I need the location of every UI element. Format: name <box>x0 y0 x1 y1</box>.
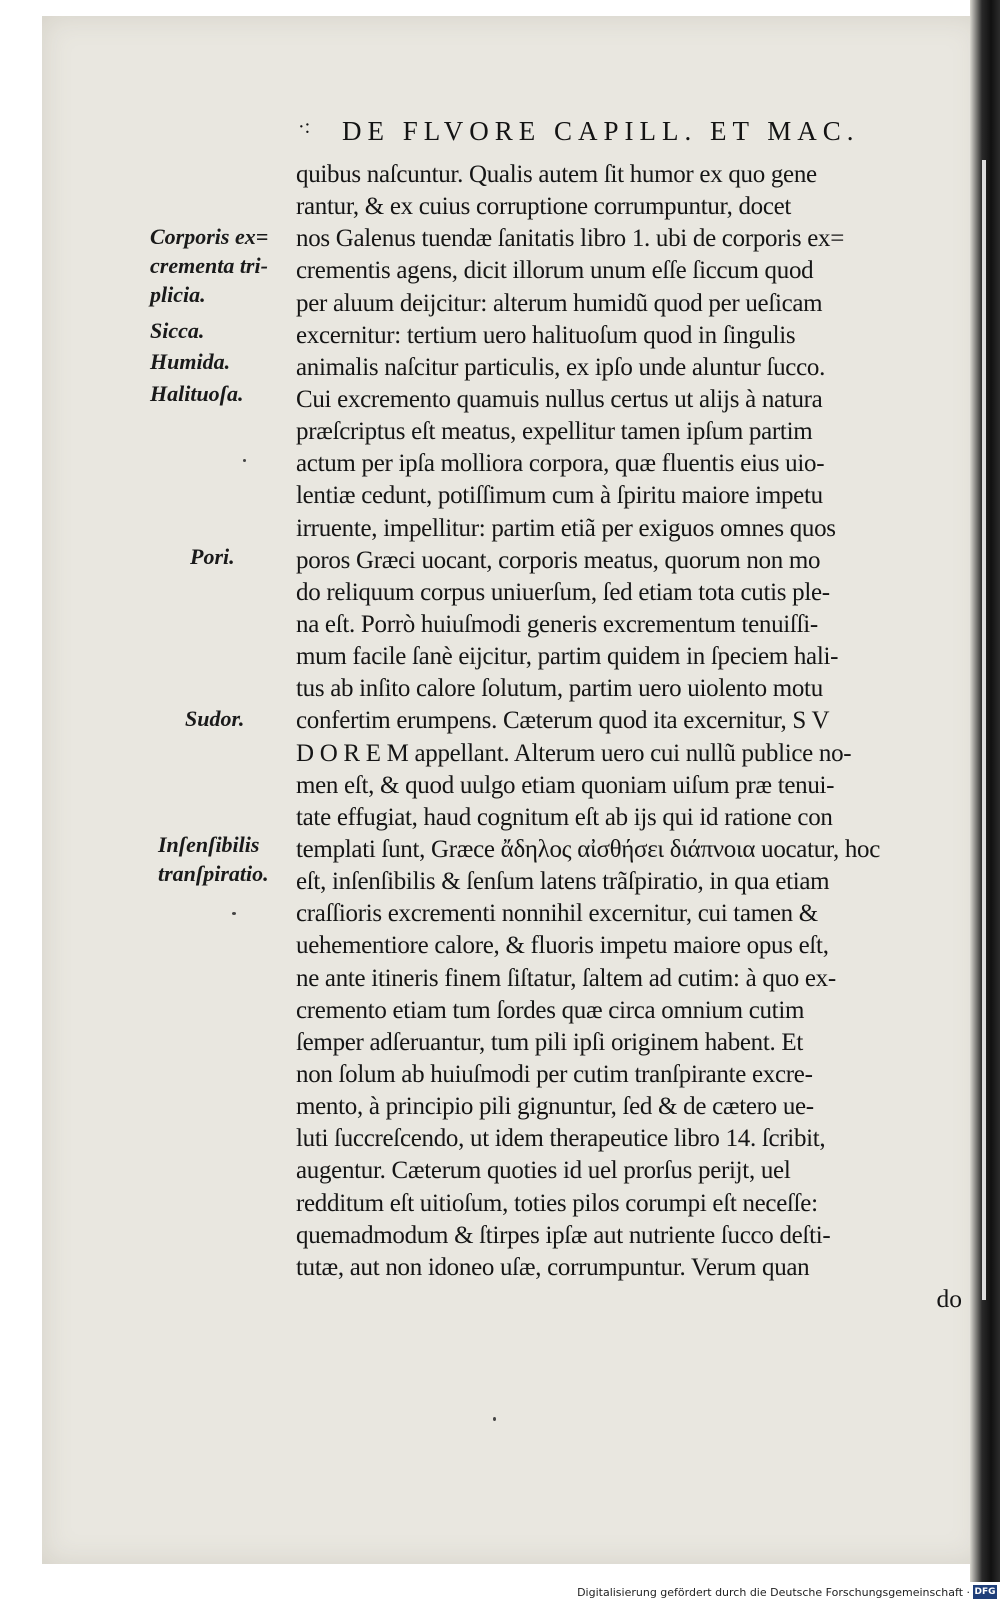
text-line: nos Galenus tuendæ ſanitatis libro 1. ubi de corporis ex= <box>296 223 845 253</box>
text-line: irruente, impellitur: partim etiã per exiguos omnes quos <box>296 512 836 542</box>
margin-note-corporis <box>150 222 268 309</box>
ink-speck <box>493 1417 496 1421</box>
text-line: præſcriptus eſt meatus, expellitur tamen ipſum partim <box>296 416 813 446</box>
text-line: ne ante itineris finem ſiſtatur, ſaltem ad cutim: à quo ex- <box>296 962 836 992</box>
text-line: do reliquum corpus uniuerſum, ſed etiam tota cutis ple- <box>296 576 830 606</box>
text-line: tutæ, aut non idoneo uſæ, corrumpuntur. Verum quan <box>296 1251 810 1281</box>
margin-note-insensibilis <box>158 830 269 888</box>
text-line: confertim erumpens. Cæterum quod ita excernitur, S V <box>296 705 830 735</box>
text-line: redditum eſt uitioſum, toties pilos corumpi eſt neceſſe: <box>296 1187 818 1217</box>
text-line: cremento etiam tum ſordes quæ circa omnium cutim <box>296 994 805 1024</box>
header-title: DE FLVORE CAPILL. ET MAC. <box>342 116 860 146</box>
text-line: men eſt, & quod uulgo etiam quoniam uiſum præ tenui- <box>296 769 835 799</box>
text-line: mento, à principio pili gignuntur, ſed & de cætero ue- <box>296 1091 814 1121</box>
text-line: lentiæ cedunt, potiſſimum cum à ſpiritu maiore impetu <box>296 480 823 510</box>
text-line: D O R E M appellant. Alterum uero cui nullũ publice no- <box>296 737 852 767</box>
footer-credit: Digitalisierung gefördert durch die Deutsche Forschungsgemeinschaft · <box>577 1586 970 1599</box>
text-line: craſſioris excrementi nonnihil excernitur, cui tamen & <box>296 898 818 928</box>
text-line: templati ſunt, Græce ἄδηλος αἰσθήσει διάπνοια uocatur, hoc <box>296 833 881 863</box>
text-line: non ſolum ab huiuſmodi per cutim tranſpirante excre- <box>296 1058 813 1088</box>
margin-note-sicca: Sicca. <box>150 318 205 343</box>
text-line: na eſt. Porrò huiuſmodi generis excrementum tenuiſſi- <box>296 608 818 638</box>
margin-note-line: plicia. <box>150 282 206 307</box>
header-mark: ·: <box>298 116 311 138</box>
text-line: eſt, inſenſibilis & ſenſum latens trãſpiratio, in qua etiam <box>296 866 830 896</box>
ink-speck <box>232 912 236 915</box>
text-line: tus ab inſito calore ſolutum, partim uero uiolento motu <box>296 673 823 703</box>
margin-note-line: Inſenſibilis <box>158 832 260 857</box>
margin-note-sudor: Sudor. <box>185 706 245 731</box>
margin-note-line: crementa tri- <box>150 253 268 278</box>
text-line: uehementiore calore, & fluoris impetu maiore opus eſt, <box>296 930 829 960</box>
footer-bar <box>0 1582 1000 1604</box>
text-line: poros Græci uocant, corporis meatus, quorum non mo <box>296 544 821 574</box>
text-line: mum facile ſanè eijcitur, partim quidem in ſpeciem hali- <box>296 641 839 671</box>
body-text <box>296 158 972 1315</box>
margin-note-humida: Humida. <box>150 349 231 374</box>
text-line: augentur. Cæterum quoties id uel prorſus perijt, uel <box>296 1155 791 1185</box>
text-line: per aluum deijcitur: alterum humidũ quod per ueſicam <box>296 287 823 317</box>
text-line: tate effugiat, haud cognitum eſt ab ijs qui id ratione con <box>296 801 833 831</box>
text-line: animalis naſcitur particulis, ex ipſo unde aluntur ſucco. <box>296 351 826 381</box>
dfg-logo-icon: DFG <box>974 1587 996 1597</box>
catchword: do <box>936 1283 962 1313</box>
text-line: crementis agens, dicit illorum unum eſſe ſiccum quod <box>296 255 814 285</box>
text-line: excernitur: tertium uero halituoſum quod in ſingulis <box>296 319 796 349</box>
text-line: rantur, & ex cuius corruptione corrumpuntur, docet <box>296 191 792 221</box>
text-line: quibus naſcuntur. Qualis autem ſit humor ex quo gene <box>296 159 817 188</box>
margin-note-pori: Pori. <box>190 544 235 569</box>
text-line: quemadmodum & ſtirpes ipſæ aut nutriente ſucco deſti- <box>296 1219 831 1249</box>
text-line: luti ſuccreſcendo, ut idem therapeutice libro 14. ſcribit, <box>296 1123 826 1153</box>
text-line: actum per ipſa molliora corpora, quæ fluentis eius uio- <box>296 448 825 478</box>
ink-speck <box>243 459 246 462</box>
text-line: ſemper adſeruantur, tum pili ipſi originem habent. Et <box>296 1026 804 1056</box>
page-edge <box>982 160 986 1300</box>
margin-note-line: Corporis ex= <box>150 224 269 249</box>
margin-note-line: tranſpiratio. <box>158 861 269 886</box>
margin-note-halituosa: Halituoſa. <box>150 381 244 406</box>
text-line: Cui excremento quamuis nullus certus ut alijs à natura <box>296 383 823 413</box>
